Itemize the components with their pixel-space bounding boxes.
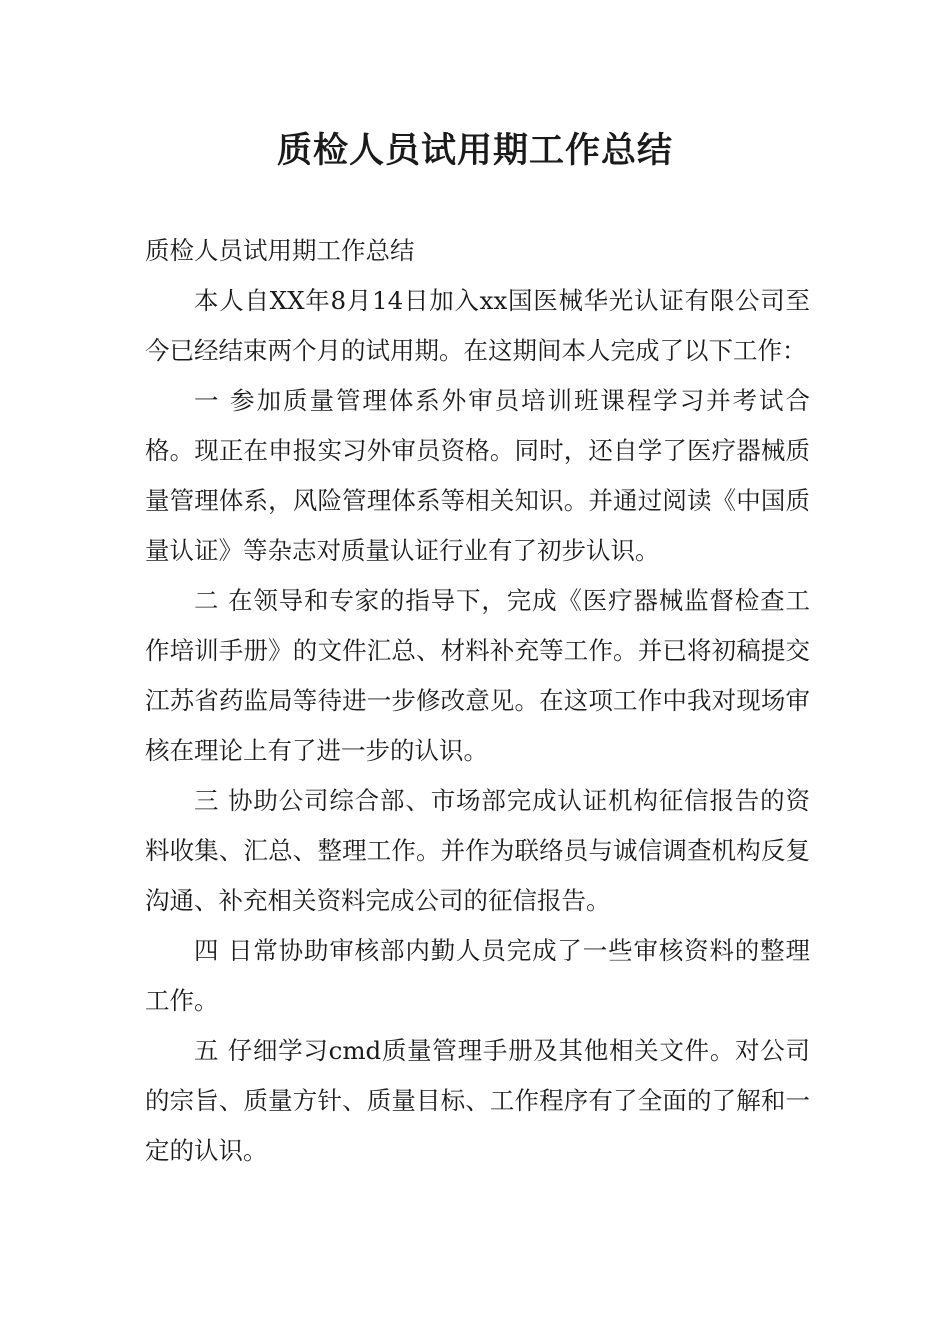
paragraph-item-1: 一 参加质量管理体系外审员培训班课程学习并考试合格。现正在申报实习外审员资格。同时，还自学了医疗器械质量管理体系，风险管理体系等相关知识。并通过阅读《中国质量认证》等杂志对质量认证行业有了初步认识。 (145, 386, 810, 565)
paragraph-item-5: 五 仔细学习cmd质量管理手册及其他相关文件。对公司的宗旨、质量方针、质量目标、工作程序有了全面的了解和一定的认识。 (145, 1036, 810, 1165)
document-subtitle: 质检人员试用期工作总结 (145, 236, 415, 265)
paragraph-item-2: 二 在领导和专家的指导下，完成《医疗器械监督检查工作培训手册》的文件汇总、材料补充等工作。并已将初稿提交江苏省药监局等待进一步修改意见。在这项工作中我对现场审核在理论上有了进一步的认识。 (145, 586, 810, 765)
document-title: 质检人员试用期工作总结 (276, 131, 673, 171)
paragraph-intro: 本人自XX年8月14日加入xx国医械华光认证有限公司至今已经结束两个月的试用期。在这期间本人完成了以下工作： (145, 286, 810, 365)
paragraph-item-3: 三 协助公司综合部、市场部完成认证机构征信报告的资料收集、汇总、整理工作。并作为联络员与诚信调查机构反复沟通、补充相关资料完成公司的征信报告。 (145, 786, 810, 915)
paragraph-item-4: 四 日常协助审核部内勤人员完成了一些审核资料的整理工作。 (145, 936, 810, 1015)
document-body (145, 226, 810, 1176)
